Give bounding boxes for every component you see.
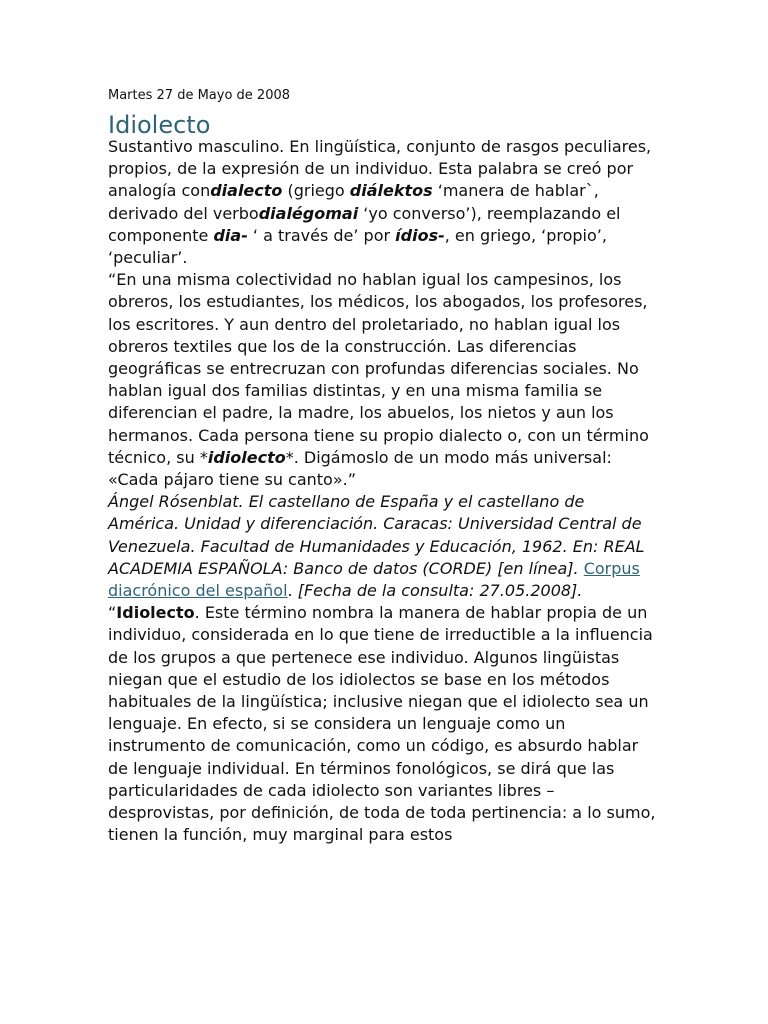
blog-post: [108, 86, 660, 847]
quote-rosenblat: [108, 269, 660, 491]
definition-text-1: Sustantivo masculino. En lingüística, conjunto de rasgos peculiares, propios, de la expresión de un individuo. Esta palabra se creó por analogía con: [108, 137, 652, 201]
term-dialecto: dialecto: [210, 181, 283, 201]
definition-text-5: ‘ a través de’ por: [247, 225, 396, 245]
quote-idiolecto: [108, 602, 660, 846]
definition-text-3: ‘manera de hablar`, derivado del verbo: [108, 181, 599, 223]
post-body: [108, 136, 660, 847]
term-idiolecto: idiolecto: [207, 447, 286, 467]
post-date: Martes 27 de Mayo de 2008: [108, 88, 291, 103]
quote1-text-1: “En una misma colectividad no hablan igual los campesinos, los obreros, los estudiantes, los médicos, los abogados, los profesores, los escritores. Y aun dentro del proletariado, no hablan igual los obreros textiles que los de la construcción. Las diferencias geográficas se entrecruzan con profundas diferencias sociales. No hablan igual dos familias distintas, y en una misma familia se diferencian el padre, la madre, los abuelos, los nietos y aun los hermanos. Cada persona tiene su propio dialecto o, con un término técnico, su *: [108, 270, 649, 467]
citation-date: [Fecha de la consulta: 27.05.2008].: [297, 581, 583, 601]
citation: [108, 491, 660, 602]
term-dia: dia-: [213, 225, 248, 245]
quote2-open: “: [108, 603, 117, 623]
definition-text-4: ‘yo converso’), reemplazando el componente: [108, 203, 621, 245]
quote2-text: . Este término nombra la manera de hablar propia de un individuo, considerada en lo que tiene de irreductible a la influencia de los grupos a que pertenece ese individuo. Algunos lingüistas niegan que el estudio de los idiolectos se base en los métodos habituales de la lingüística; inclusive niegan que el idiolecto sea un lenguaje. En efecto, si se considera un lenguaje como un instrumento de comunicación, como un código, es absurdo hablar de lenguaje individual. En términos fonológicos, se dirá que las particularidades de cada idiolecto son variantes libres –desprovistas, por definición, de toda de toda pertinencia: a lo sumo, tienen la función, muy marginal para estos: [108, 603, 656, 845]
term-idiolecto-bold: Idiolecto: [116, 603, 195, 623]
definition-text-2: (griego: [282, 181, 350, 201]
term-dialektos: diálektos: [349, 181, 433, 201]
citation-after: .: [287, 581, 298, 601]
corpus-link[interactable]: Corpus diacrónico del español: [108, 558, 640, 601]
definition-paragraph: [108, 136, 660, 269]
quote1-text-2: *. Digámoslo de un modo más universal: «Cada pájaro tiene su canto».”: [108, 447, 612, 490]
term-idios: ídios-: [395, 225, 445, 245]
citation-text: Ángel Rósenblat. El castellano de España y el castellano de América. Unidad y diferenciación. Caracas: Universidad Central de Venezuela. Facultad de Humanidades y Educación, 1962. En: REAL ACADEMIA ESPAÑOLA: Banco de datos (CORDE) [en línea].: [108, 492, 645, 578]
post-title[interactable]: Idiolecto: [108, 111, 211, 139]
term-dialegomai: dialégomai: [258, 203, 359, 223]
definition-text-6: , en griego, ‘propio’, ‘peculiar’.: [108, 225, 607, 268]
